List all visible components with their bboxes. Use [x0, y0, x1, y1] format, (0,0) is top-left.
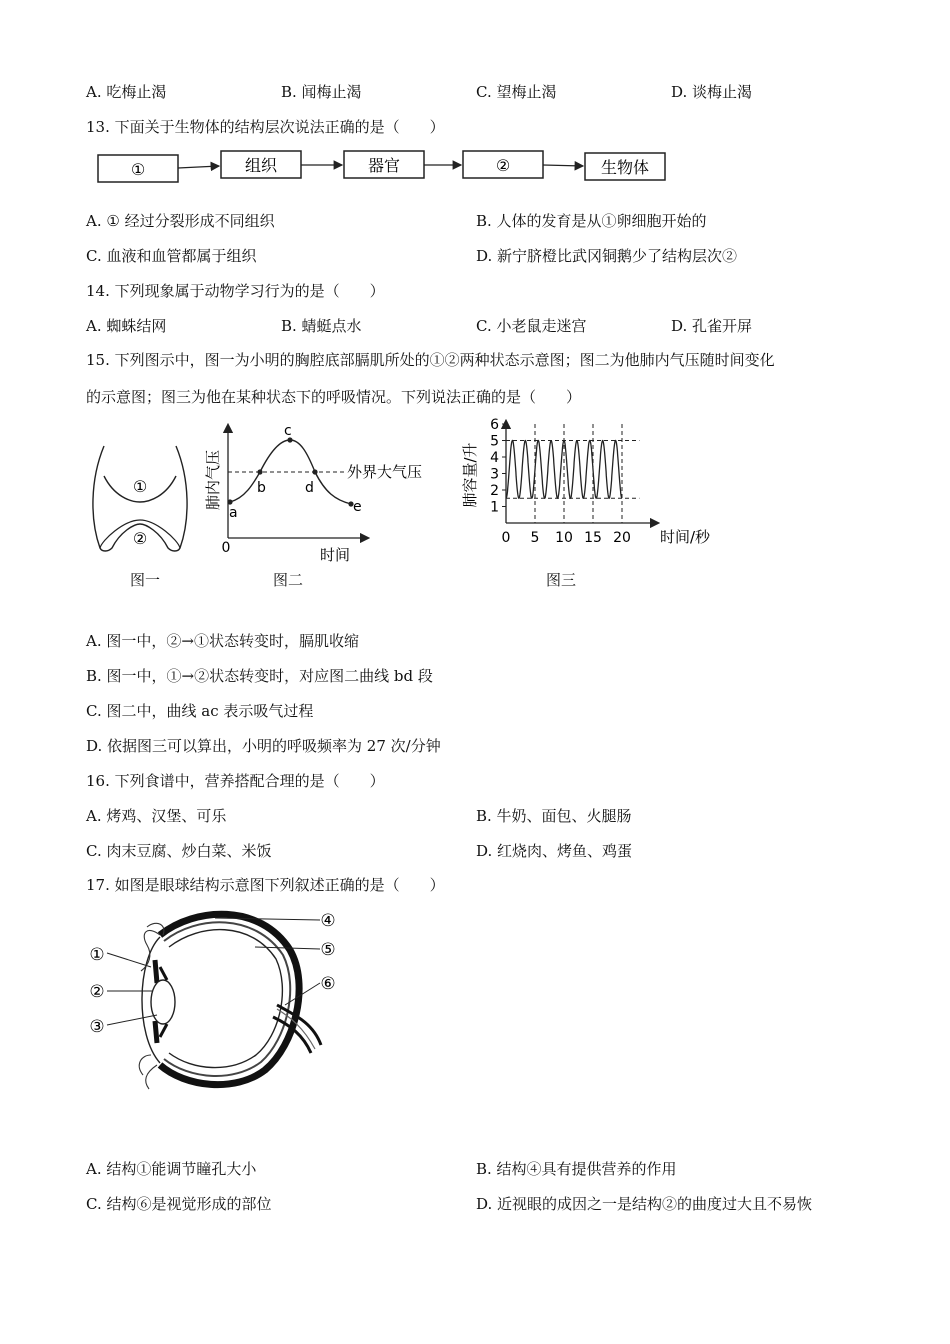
- fig2-ref-label: 外界大气压: [347, 463, 423, 481]
- q14-option-c: C. 小老鼠走迷宫: [476, 317, 587, 335]
- q17-option-b: B. 结构④具有提供营养的作用: [476, 1160, 677, 1178]
- q15-figure-2-caption: 图二: [273, 571, 304, 589]
- fig3-x-tick: 0: [501, 530, 511, 546]
- fig3-y-tick: 3: [490, 466, 499, 483]
- q15-option-c: C. 图二中，曲线 ac 表示吸气过程: [86, 702, 314, 720]
- fig3-x-tick: 15: [584, 530, 602, 546]
- q13-box-1-label: ①: [130, 160, 146, 179]
- q13-option-c: C. 血液和血管都属于组织: [86, 247, 257, 265]
- q16-stem: 16. 下列食谱中，营养搭配合理的是（ ）: [86, 772, 385, 790]
- q17-option-a: A. 结构①能调节瞳孔大小: [86, 1160, 257, 1178]
- q12-option-c: C. 望梅止渴: [476, 83, 557, 101]
- fig3-y-tick: 2: [490, 483, 499, 499]
- q15-figure-3-caption: 图三: [546, 571, 577, 589]
- eye-label-5: ⑤: [320, 940, 336, 960]
- fig3-y-tick: 1: [490, 499, 499, 516]
- fig1-label-2: ②: [132, 529, 148, 548]
- eye-label-6: ⑥: [320, 974, 336, 994]
- q14-option-b: B. 蜻蜓点水: [281, 317, 362, 335]
- fig3-y-tick: 6: [490, 417, 499, 433]
- fig3-x-tick: 20: [613, 530, 631, 546]
- q13-hierarchy-diagram: [95, 148, 675, 188]
- q12-option-a: A. 吃梅止渴: [86, 83, 167, 101]
- fig2-ylabel: 肺内气压: [204, 449, 222, 511]
- q15-stem-line2: 的示意图；图三为他在某种状态下的呼吸情况。下列说法正确的是（ ）: [86, 388, 582, 406]
- q12-option-d: D. 谈梅止渴: [671, 83, 753, 101]
- q13-box-5-label: 生物体: [600, 158, 650, 177]
- eye-label-2: ②: [89, 982, 105, 1002]
- q15-option-a: A. 图一中，②→①状态转变时，膈肌收缩: [86, 632, 359, 650]
- q14-option-d: D. 孔雀开屏: [671, 317, 753, 335]
- q12-option-b: B. 闻梅止渴: [281, 83, 362, 101]
- fig3-y-tick: 5: [490, 433, 499, 450]
- q17-option-c: C. 结构⑥是视觉形成的部位: [86, 1195, 272, 1213]
- q16-option-c: C. 肉末豆腐、炒白菜、米饭: [86, 842, 272, 860]
- fig3-ylabel: 肺容量/升: [461, 442, 479, 508]
- fig2-origin: 0: [221, 540, 231, 556]
- q16-option-a: A. 烤鸡、汉堡、可乐: [86, 807, 227, 825]
- q13-box-2-label: 组织: [244, 156, 278, 175]
- q13-box-3-label: 器官: [367, 156, 401, 175]
- fig2-point-e: e: [353, 499, 362, 515]
- q15-option-d: D. 依据图三可以算出，小明的呼吸频率为 27 次/分钟: [86, 737, 441, 755]
- eye-label-1: ①: [89, 945, 105, 965]
- q16-option-d: D. 红烧肉、烤鱼、鸡蛋: [476, 842, 633, 860]
- q16-option-b: B. 牛奶、面包、火腿肠: [476, 807, 632, 825]
- q17-eye-diagram: [85, 905, 345, 1095]
- q17-stem: 17. 如图是眼球结构示意图下列叙述正确的是（ ）: [86, 876, 445, 894]
- q17-option-d: D. 近视眼的成因之一是结构②的曲度过大且不易恢: [476, 1195, 813, 1213]
- eye-label-3: ③: [89, 1017, 105, 1037]
- eye-label-4: ④: [320, 911, 336, 931]
- fig2-point-d: d: [305, 480, 314, 496]
- q14-stem: 14. 下列现象属于动物学习行为的是（ ）: [86, 282, 385, 300]
- q15-stem-line1: 15. 下列图示中，图一为小明的胸腔底部膈肌所处的①②两种状态示意图；图二为他肺内气压随时间变化: [86, 351, 775, 369]
- fig3-x-tick: 5: [530, 530, 540, 546]
- q15-option-b: B. 图一中，①→②状态转变时，对应图二曲线 bd 段: [86, 667, 433, 685]
- q13-box-4-label: ②: [495, 156, 511, 175]
- fig2-xlabel: 时间: [320, 546, 351, 564]
- fig2-point-b: b: [257, 480, 266, 496]
- q15-figure-2: [195, 422, 445, 572]
- q13-option-a: A. ① 经过分裂形成不同组织: [86, 212, 275, 230]
- fig3-xlabel: 时间/秒: [660, 528, 711, 546]
- fig2-point-a: a: [229, 505, 238, 521]
- q15-figure-1-caption: 图一: [130, 571, 161, 589]
- q13-stem: 13. 下面关于生物体的结构层次说法正确的是（ ）: [86, 118, 445, 136]
- fig3-y-tick: 4: [490, 450, 499, 466]
- fig1-label-1: ①: [132, 477, 148, 496]
- fig2-point-c: c: [284, 423, 292, 439]
- fig3-x-tick: 10: [555, 530, 573, 546]
- q13-option-b: B. 人体的发育是从①卵细胞开始的: [476, 212, 707, 230]
- q14-option-a: A. 蜘蛛结网: [86, 317, 167, 335]
- q15-figure-3: [455, 417, 711, 550]
- q13-option-d: D. 新宁脐橙比武冈铜鹅少了结构层次②: [476, 247, 738, 265]
